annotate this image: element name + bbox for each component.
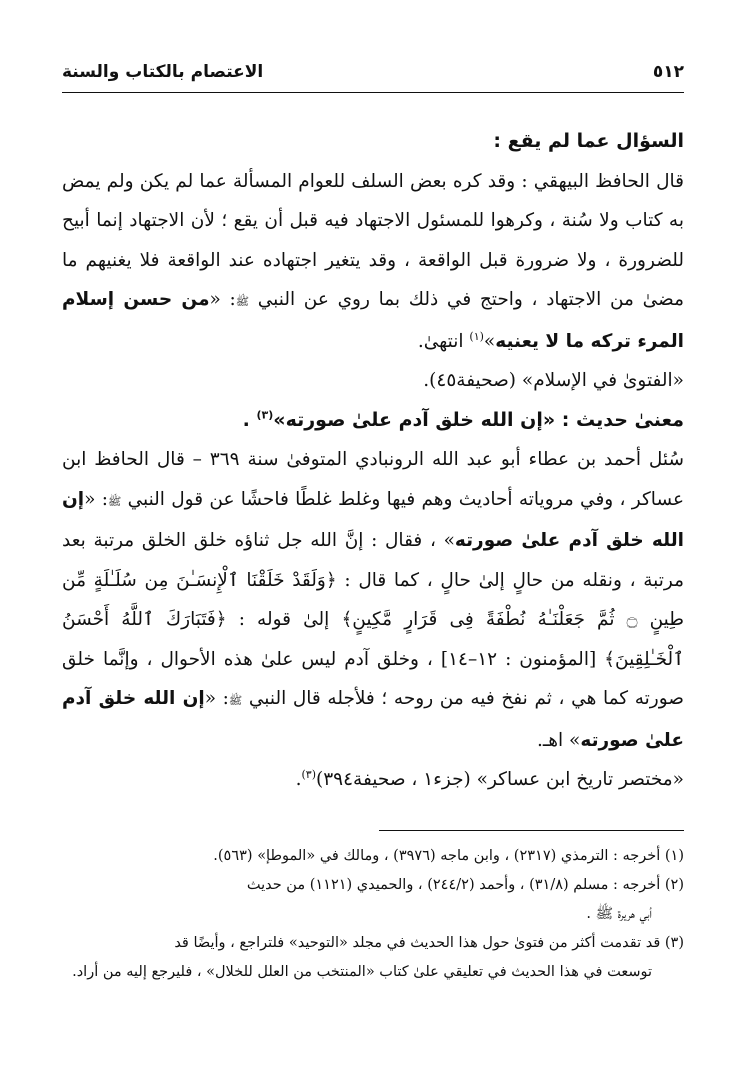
paragraph-text: فقال : إنَّ الله جل ثناؤه خلق الخلق مرتبة بعد مرتبة ، ونقله من حالٍ إلىٰ حالٍ ، كما قال : <box>62 530 685 591</box>
footnote-rule <box>379 830 684 831</box>
page-number: ٥١٢ <box>652 62 684 82</box>
header-rule <box>62 92 684 93</box>
hadith-quote: إن الله خلق آدم علىٰ صورته <box>62 688 684 751</box>
section-heading: السؤال عما لم يقع : <box>493 130 684 152</box>
heading-close: » <box>273 408 286 431</box>
quote-open: : « <box>209 289 236 310</box>
footnote: (١) أخرجه : الترمذي (٢٣١٧) ، وابن ماجه (٣٩٧٦) ، ومالك في «الموطإ» (٥٦٣). <box>213 848 684 864</box>
source-text: «مختصر تاريخ ابن عساكر» (جزء١ ، صحيفة٣٩٤) <box>316 769 684 790</box>
footnote-continuation: أبي هريرة ﷺ . <box>586 906 652 922</box>
heading-prefix: معنىٰ حديث : « <box>542 408 684 431</box>
footnotes <box>62 842 684 987</box>
paragraph <box>62 440 684 760</box>
source-citation: «الفتوىٰ في الإسلام» (صحيفة٤٥). <box>423 370 684 391</box>
quran-verse: ﴿فَتَبَارَكَ ٱللَّهُ أَحْسَنُ ٱلْخَـٰلِقِينَ﴾ <box>62 609 684 670</box>
quran-verse: ﴿وَلَقَدْ خَلَقْنَا ٱلْإِنسَـٰنَ مِن سُلَـٰلَةٍ مِّن طِينٍ ۝ ثُمَّ جَعَلْنَـٰهُ نُطْفَةً فِى قَرَارٍ مَّكِينٍ﴾ <box>62 569 684 630</box>
quote-close: » ، <box>429 530 455 551</box>
quote-open: : « <box>84 488 108 510</box>
footnote: (٣) قد تقدمت أكثر من فتوىٰ حول هذا الحديث في مجلد «التوحيد» فلتراجع ، وأيضًا قد <box>174 935 684 951</box>
paragraph-end: انتهىٰ. <box>417 330 470 352</box>
paragraph-text: إلىٰ قوله : <box>226 609 342 630</box>
paragraph-text: قال الحافظ البيهقي : وقد كره بعض السلف للعوام المسألة عما لم يكن ولم يمض به كتاب ولا سُنة ، وكرهوا للمسئول الاجتهاد فيه قبل أن يقع ؛ لأن الاجتهاد إنما أبيح للضرورة ، ولا ضرورة قبل الواقعة ، وقد يتغير اجتهاده عند الواقعة فلا يغنيهم ما مضىٰ من الاجتهاد ، واحتج في ذلك بما روي عن النبي <box>62 170 685 310</box>
paragraph-text: سُئل أحمد بن عطاء أبو عبد الله الرونبادي المتوفىٰ سنة ٣٦٩ – قال الحافظ ابن عساكر ، وفي مروياته أحاديث وهم فيها وغلط غلطًا فاحشًا عن قول النبي <box>62 449 685 510</box>
hadith-quote: إن الله خلق آدم علىٰ صورته <box>62 488 684 551</box>
heading-hadith: إن الله خلق آدم علىٰ صورته <box>285 408 543 431</box>
section-heading <box>62 401 684 441</box>
footnote-marker: (١) <box>469 329 484 343</box>
main-text <box>62 122 684 800</box>
salutation-glyph: ﷺ <box>235 295 250 308</box>
hadith-quote: من حسن إسلام المرء تركه ما لا يعنيه <box>62 289 684 352</box>
footnote-marker: (٣) <box>256 408 274 422</box>
running-title: الاعتصام بالكتاب والسنة <box>62 62 264 82</box>
paragraph <box>62 162 684 362</box>
verse-reference: [المؤمنون : ١٢–١٤] ، <box>426 648 605 670</box>
page-header <box>62 62 684 86</box>
quote-open: : « <box>204 688 229 709</box>
paragraph-text: وخلق آدم ليس علىٰ هذه الأحوال ، وإنَّما خلق صورته كما هي ، ثم نفخ فيه من روحه ؛ فلأجله قال النبي <box>62 648 684 709</box>
footnote-continuation: توسعت في هذا الحديث في تعليقي علىٰ كتاب «المنتخب من العلل للخلال» ، فليرجع إليه من أراد. <box>72 964 652 980</box>
footnote-marker: (٣) <box>301 767 316 781</box>
footnote: (٢) أخرجه : مسلم (٣١/٨) ، وأحمد (٢٤٤/٢) ، والحميدي (١١٢١) من حديث <box>246 877 684 893</box>
salutation-glyph: ﷺ <box>228 694 243 707</box>
source-citation <box>62 760 684 800</box>
source-end: . <box>295 769 302 790</box>
quote-close: » اهـ. <box>536 729 581 751</box>
salutation-glyph: ﷺ <box>107 494 122 508</box>
quote-close: » <box>483 330 496 352</box>
heading-end: . <box>242 408 257 431</box>
